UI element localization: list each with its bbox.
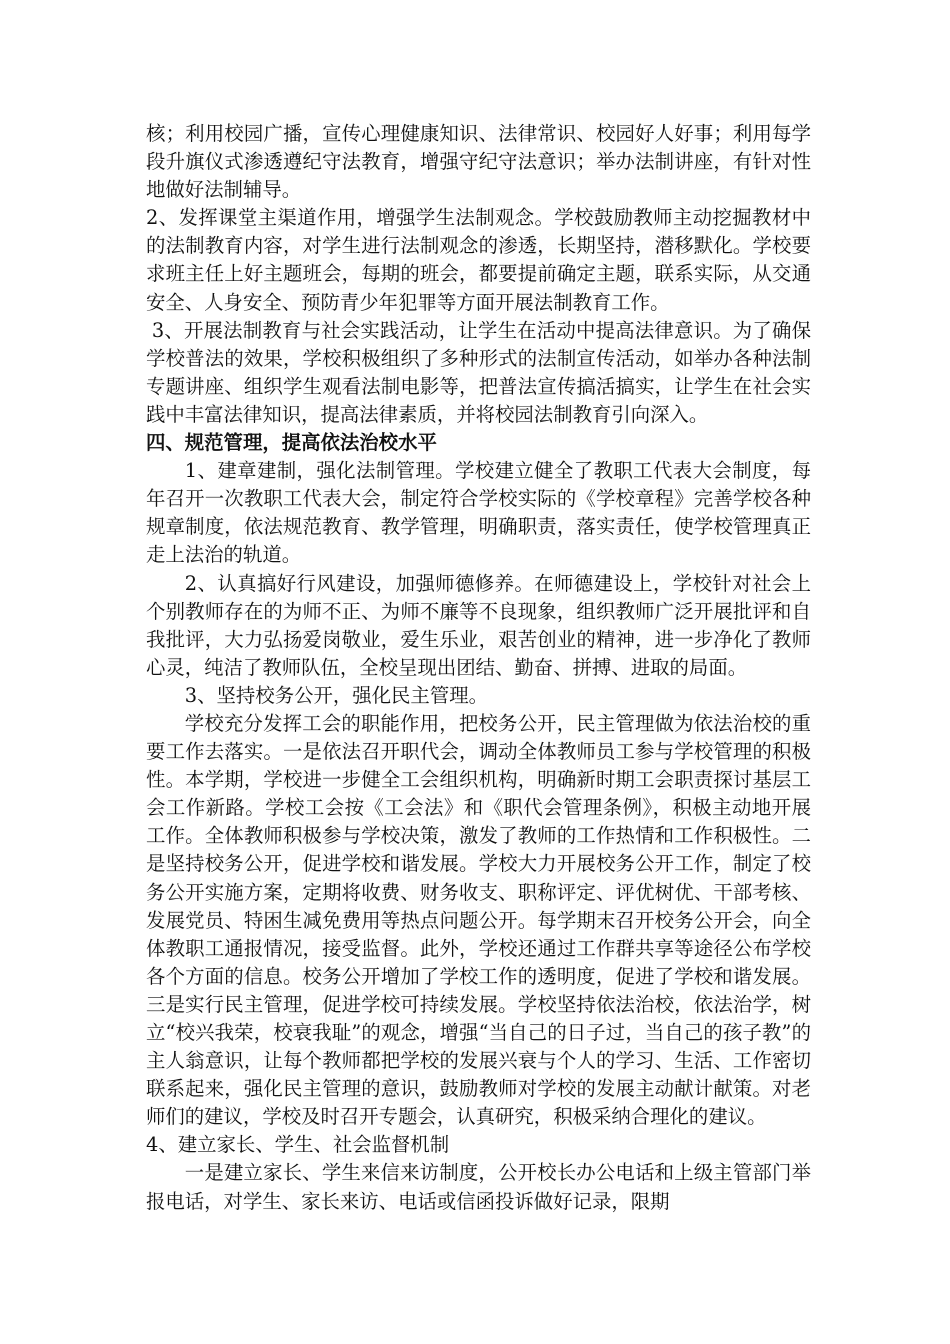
paragraph-classroom-channel: 2、发挥课堂主渠道作用，增强学生法制观念。学校鼓励教师主动挖掘教材中的法制教育内容，对学生进行法制观念的渗透，长期坚持，潜移默化。学校要求班主任上好主题班会，每期的班会，都要提前确定主题，联系实际，从交通安全、人身安全、预防青少年犯罪等方面开展法制教育工作。	[146, 206, 811, 314]
paragraph-school-affairs-title: 3、坚持校务公开，强化民主管理。	[184, 683, 488, 707]
paragraph-propaganda-channels: 核；利用校园广播，宣传心理健康知识、法律常识、校园好人好事；利用每学段升旗仪式渗透遵纪守法教育，增强守纪守法意识；举办法制讲座，有针对性地做好法制辅导。	[146, 122, 811, 202]
paragraph-social-practice: 3、开展法制教育与社会实践活动，让学生在活动中提高法律意识。为了确保学校普法的效果，学校积极组织了多种形式的法制宣传活动，如举办各种法制专题讲座、组织学生观看法制电影等，把普法宣传搞活搞实，让学生在社会实践中丰富法律知识，提高法律素质，并将校园法制教育引向深入。	[146, 318, 811, 426]
paragraph-teacher-ethics: 2、认真搞好行风建设，加强师德修养。在师德建设上，学校针对社会上个别教师存在的为师不正、为师不廉等不良现象，组织教师广泛开展批评和自我批评，大力弘扬爱岗敬业，爱生乐业，艰苦创业的精神，进一步净化了教师心灵，纯洁了教师队伍，全校呈现出团结、勤奋、拼搏、进取的局面。	[146, 571, 811, 679]
paragraph-supervision-title: 4、建立家长、学生、社会监督机制	[146, 1133, 450, 1157]
paragraph-visit-system: 一是建立家长、学生来信来访制度，公开校长办公电话和上级主管部门举报电话，对学生、家长来访、电话或信函投诉做好记录，限期	[146, 1161, 811, 1213]
paragraph-union-role: 学校充分发挥工会的职能作用，把校务公开，民主管理做为依法治校的重要工作去落实。一是依法召开职代会，调动全体教师员工参与学校管理的积极性。本学期，学校进一步健全工会组织机构，明确新时期工会职责探讨基层工会工作新路。学校工会按《工会法》和《职代会管理条例》，积极主动地开展工作。全体教师积极参与学校决策，激发了教师的工作热情和工作积极性。二是坚持校务公开，促进学校和谐发展。学校大力开展校务公开工作，制定了校务公开实施方案，定期将收费、财务收支、职称评定、评优树优、干部考核、发展党员、特困生减免费用等热点问题公开。每学期末召开校务公开会，向全体教职工通报情况，接受监督。此外，学校还通过工作群共享等途径公布学校各个方面的信息。校务公开增加了学校工作的透明度，促进了学校和谐发展。三是实行民主管理，促进学校可持续发展。学校坚持依法治校，依法治学，树立“校兴我荣，校衰我耻”的观念，增强“当自己的日子过，当自己的孩子教”的主人翁意识，让每个教师都把学校的发展兴衰与个人的学习、生活、工作密切联系起来，强化民主管理的意识，鼓励教师对学校的发展主动献计献策。对老师们的建议，学校及时召开专题会，认真研究，积极采纳合理化的建议。	[146, 711, 811, 1129]
document-body	[146, 120, 811, 1216]
paragraph-rules-system: 1、建章建制，强化法制管理。学校建立健全了教职工代表大会制度，每年召开一次教职工代表大会，制定符合学校实际的《学校章程》完善学校各种规章制度，依法规范教育、教学管理，明确职责，落实责任，使学校管理真正走上法治的轨道。	[146, 459, 811, 567]
section-heading-standardized-management: 四、规范管理，提高依法治校水平	[146, 431, 437, 455]
